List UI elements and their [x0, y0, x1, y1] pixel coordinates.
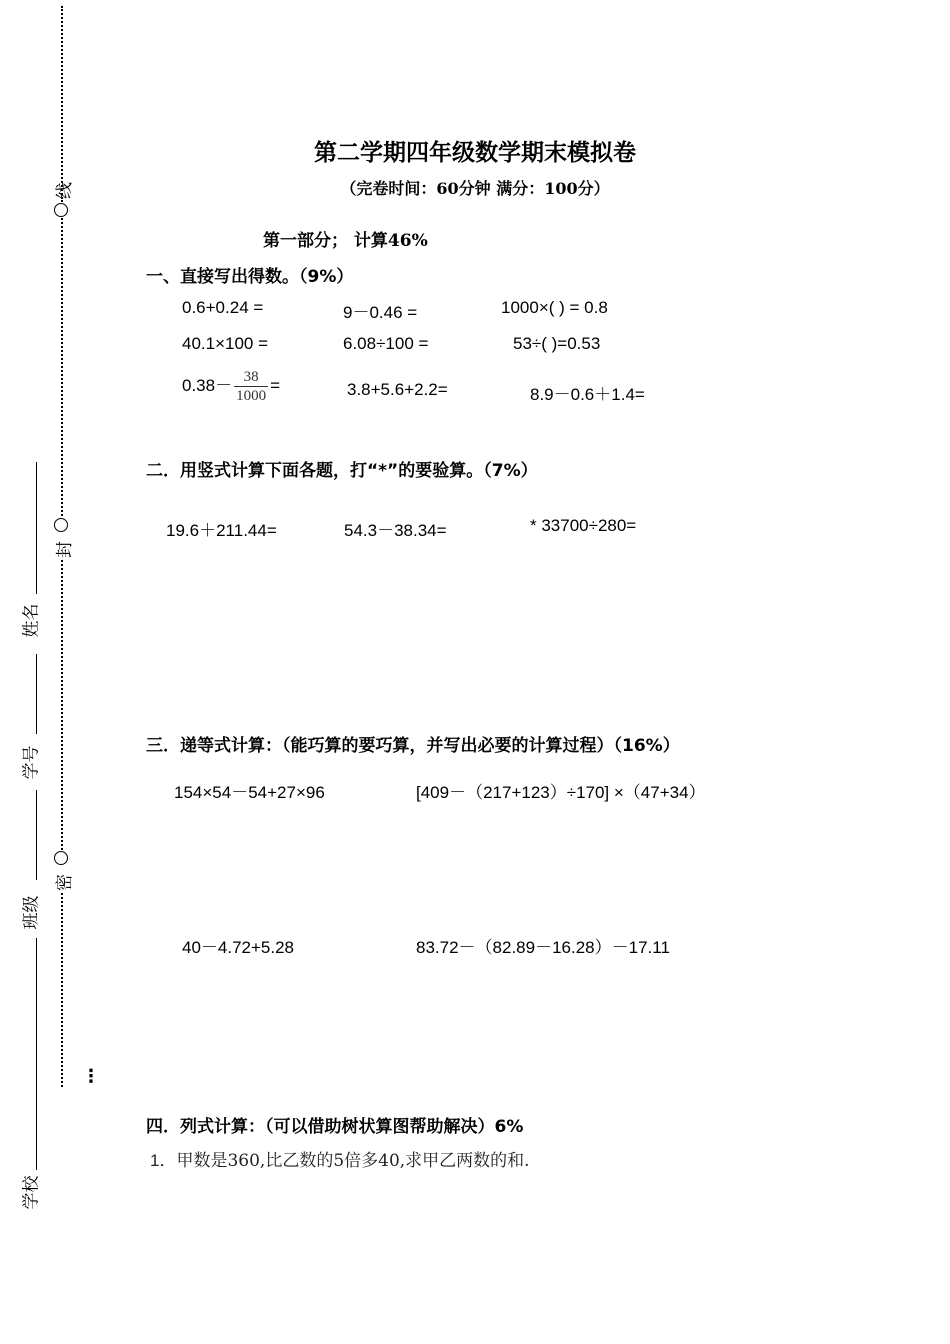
word-problem-1	[150, 1146, 530, 1171]
fraction-numerator: 38	[243, 369, 259, 385]
student-id-fill-line	[36, 654, 37, 734]
margin-secret-char: 密	[55, 874, 75, 891]
margin-line-char: 线	[55, 182, 75, 199]
s1-expr-6: 53÷( )=0.53	[513, 334, 601, 353]
name-label: 姓名	[21, 603, 42, 638]
seal-circle-mid	[54, 518, 68, 532]
dotted-seal-line-upper-mid	[61, 218, 63, 516]
s2-expr-2: 54.3－38.34=	[344, 521, 447, 540]
s3-expr-1: 154×54－54+27×96	[174, 783, 325, 802]
s1-expr-9: 8.9－0.6＋1.4=	[530, 385, 645, 404]
margin-seal-char: 封	[55, 541, 75, 558]
s1-expr-5: 6.08÷100 =	[343, 334, 429, 353]
dotted-seal-line-top	[61, 6, 63, 202]
s1-expr-8: 3.8+5.6+2.2=	[347, 380, 448, 399]
seal-circle-low	[54, 851, 68, 865]
student-id-label: 学号	[21, 745, 42, 780]
s1-expr-3: 1000×( ) = 0.8	[501, 298, 608, 317]
section1-heading: 一、直接写出得数。（9%）	[146, 267, 354, 287]
s1-expr-7	[182, 368, 280, 405]
dotted-seal-line-bottom	[61, 893, 63, 1087]
section2-heading: 二．用竖式计算下面各题，打“*”的要验算。（7%）	[146, 461, 538, 481]
class-label: 班级	[21, 895, 42, 930]
class-fill-line	[36, 790, 37, 880]
s3-expr-3: 40－4.72+5.28	[182, 938, 295, 957]
fraction	[234, 368, 268, 405]
s3-expr-2: [409－（217+123）÷170] ×（47+34）	[416, 783, 706, 802]
s1-expr-7-suffix: =	[270, 375, 281, 395]
part-one-label: 第一部分； 计算46%	[263, 231, 428, 251]
section3-heading: 三．递等式计算：（能巧算的要巧算，并写出必要的计算过程）（16%）	[146, 736, 680, 756]
s2-expr-3: * 33700÷280=	[530, 516, 637, 535]
s1-expr-1: 0.6+0.24 =	[182, 298, 264, 317]
dotted-seal-line-mid	[61, 560, 63, 850]
school-label: 学校	[21, 1175, 42, 1210]
section4-heading: 四．列式计算：（可以借助树状算图帮助解决）6%	[146, 1117, 524, 1137]
s1-expr-2: 9－0.46 =	[343, 303, 418, 322]
problem-text: 甲数是360,比乙数的5倍多40,求甲乙两数的和.	[176, 1151, 530, 1171]
fraction-denominator: 1000	[236, 388, 267, 404]
seal-circle-top	[54, 203, 68, 217]
s1-expr-4: 40.1×100 =	[182, 334, 269, 353]
school-fill-line	[36, 938, 37, 1170]
s3-expr-4: 83.72－（82.89－16.28）－17.11	[416, 938, 670, 957]
page-title: 第二学期四年级数学期末模拟卷	[314, 139, 636, 166]
page-subtitle: （完卷时间：60分钟 满分：100分）	[340, 179, 610, 198]
s2-expr-1: 19.6＋211.44=	[166, 521, 277, 540]
s1-expr-7-prefix: 0.38－	[182, 375, 233, 395]
problem-number: 1．	[150, 1151, 177, 1170]
margin-dots: ⋮	[82, 1066, 100, 1087]
name-fill-line	[36, 462, 37, 594]
